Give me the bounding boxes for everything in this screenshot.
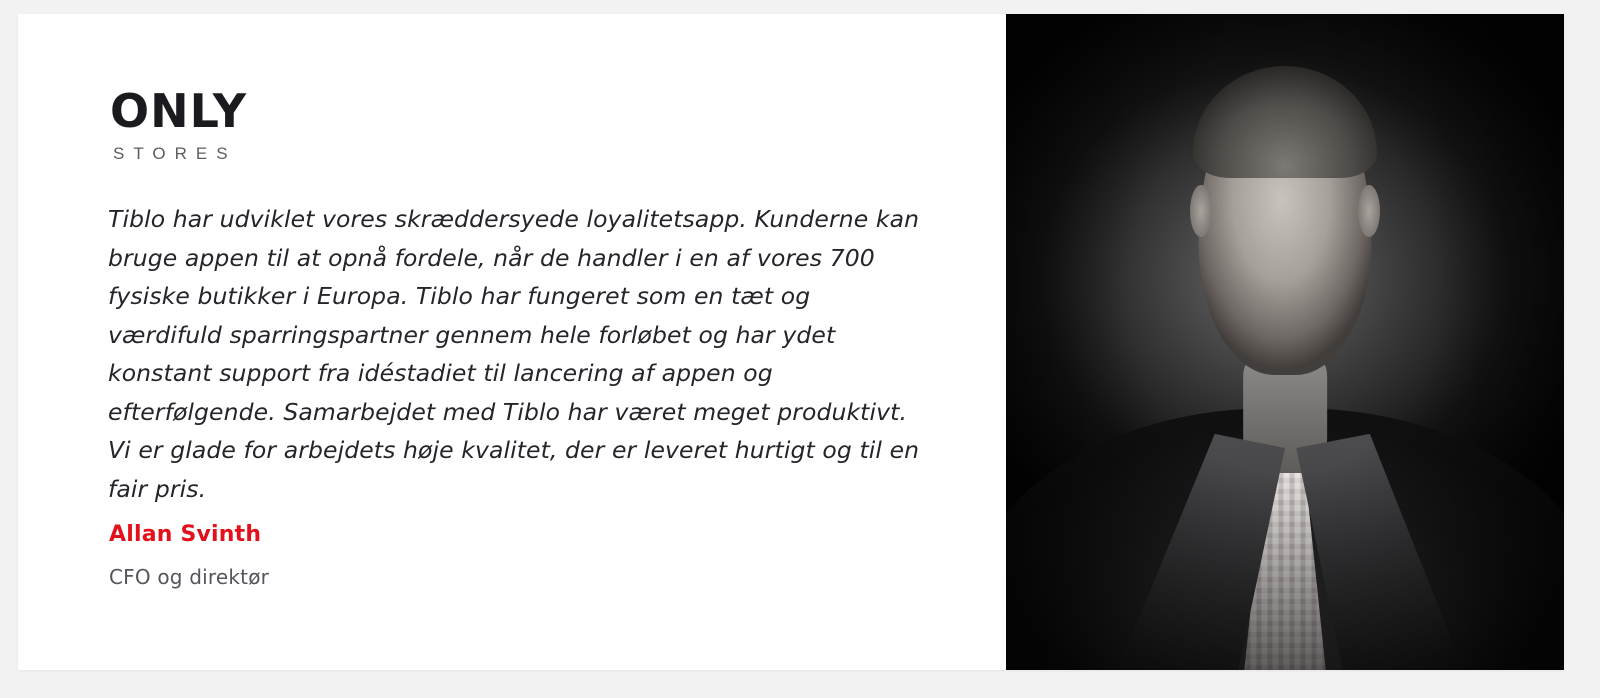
testimonial-attribution <box>109 522 269 589</box>
logo-wordmark: ONLY <box>110 84 248 138</box>
portrait-photo <box>1006 14 1564 670</box>
author-title: CFO og direktør <box>109 565 270 589</box>
testimonial-card <box>18 14 1564 670</box>
testimonial-quote: Tiblo har udviklet vores skræddersyede loyalitetsapp. Kunderne kan bruge appen til at opnå fordele, når de handler i en af vores 700 fysiske butikker i Europa. Tiblo har fungeret som en tæt og værdifuld sparringspartner gennem hele forløbet og har ydet konstant support fra idéstadiet til lancering af appen og efterfølgende. Samarbejdet med Tiblo har været meget produktivt. Vi er glade for arbejdets høje kvalitet, der er leveret hurtigt og til en fair pris. <box>108 205 920 503</box>
author-name: Allan Svinth <box>109 522 262 547</box>
only-stores-logo <box>110 84 248 164</box>
logo-subtext: STORES <box>113 144 237 163</box>
testimonial-content-pane <box>18 14 1006 670</box>
photo-ear-right <box>1358 185 1380 237</box>
